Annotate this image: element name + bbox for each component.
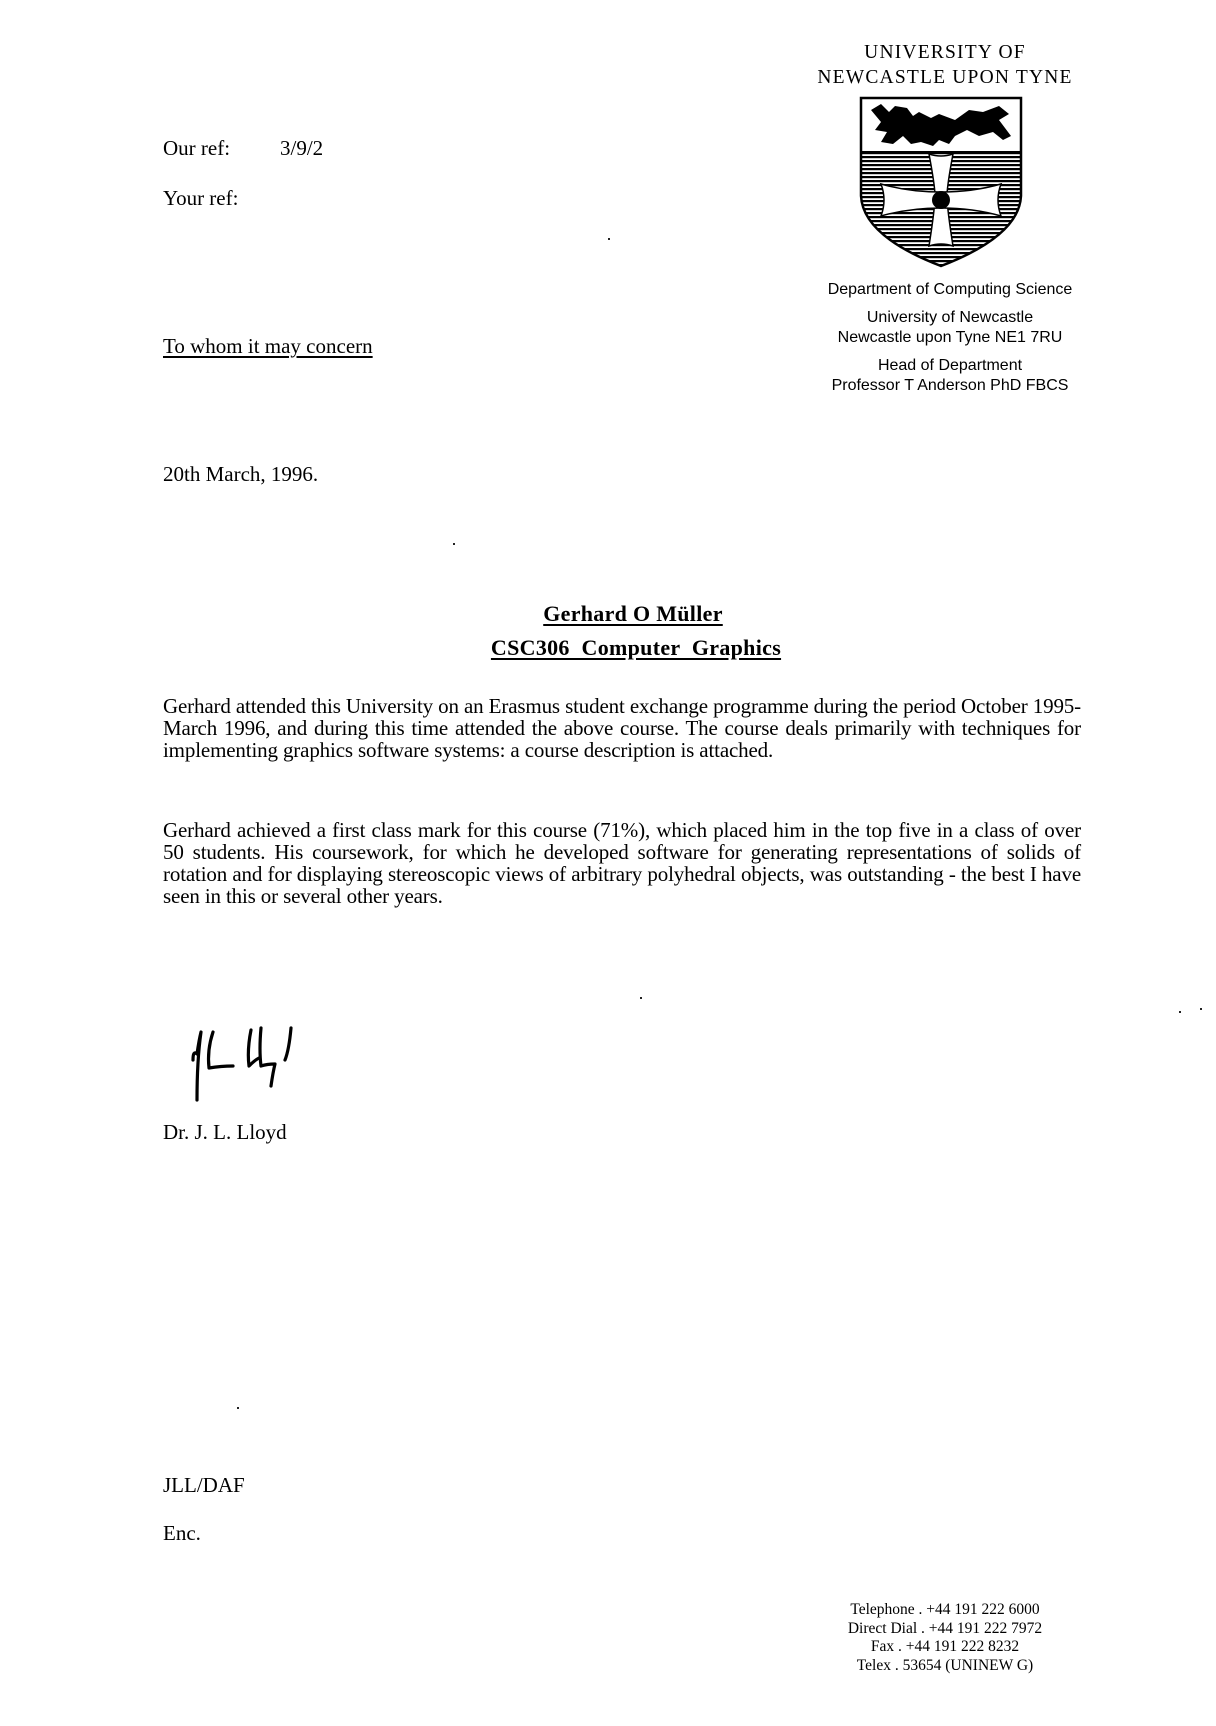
contact-details xyxy=(780,1601,1110,1675)
your-ref xyxy=(163,186,280,210)
head-of-department-name: Professor T Anderson PhD FBCS xyxy=(831,377,1069,394)
university-crest-icon xyxy=(859,96,1023,268)
address-line2: Newcastle upon Tyne NE1 7RU xyxy=(837,329,1063,346)
scan-speck xyxy=(1200,1008,1202,1010)
handwritten-signature-icon xyxy=(185,1020,345,1110)
telephone-line: Telephone . +44 191 222 6000 xyxy=(850,1601,1040,1618)
institution-name xyxy=(780,40,1110,90)
our-ref-label: Our ref: xyxy=(163,136,231,160)
institution-name-line1: UNIVERSITY OF xyxy=(864,42,1026,63)
typist-initials: JLL/DAF xyxy=(163,1473,245,1497)
body-paragraph-1: Gerhard attended this University on an Erasmus student exchange programme during the period October 1995-March 1996, and during this time attended the above course. The course deals primarily with techniques for implementing graphics software systems: a course description is attached. xyxy=(163,694,1081,762)
your-ref-label: Your ref: xyxy=(163,186,239,210)
department-block xyxy=(770,280,1130,396)
course-heading: CSC306 Computer Graphics xyxy=(490,635,782,660)
our-ref-value: 3/9/2 xyxy=(280,136,324,160)
address-line1: University of Newcastle xyxy=(866,309,1034,326)
scan-speck xyxy=(453,543,455,545)
direct-dial-line: Direct Dial . +44 191 222 7972 xyxy=(847,1619,1043,1637)
scan-speck xyxy=(237,1407,239,1409)
body-paragraph-2: Gerhard achieved a first class mark for this course (71%), which placed him in the top five in a class of over 50 students. His coursework, for which he developed software for generating representations of solids of rotation and for displaying stereoscopic views of arbitrary polyhedral objects, was outstanding - the best I have seen in this or several other years. xyxy=(163,818,1081,908)
scan-speck xyxy=(1179,1011,1181,1013)
telex-line: Telex . 53654 (UNINEW G) xyxy=(856,1656,1034,1674)
head-of-department-label: Head of Department xyxy=(877,357,1023,374)
our-ref xyxy=(163,136,323,160)
institution-name-line2: NEWCASTLE UPON TYNE xyxy=(817,67,1073,88)
department-name: Department of Computing Science xyxy=(827,281,1073,298)
fax-line: Fax . +44 191 222 8232 xyxy=(870,1638,1020,1655)
enclosure-note: Enc. xyxy=(163,1521,201,1545)
scan-speck xyxy=(608,238,610,240)
student-name-heading: Gerhard O Müller xyxy=(543,601,723,626)
signer-name: Dr. J. L. Lloyd xyxy=(163,1120,287,1144)
scan-speck xyxy=(640,997,642,999)
salutation: To whom it may concern xyxy=(163,334,373,358)
letter-date: 20th March, 1996. xyxy=(163,462,319,486)
